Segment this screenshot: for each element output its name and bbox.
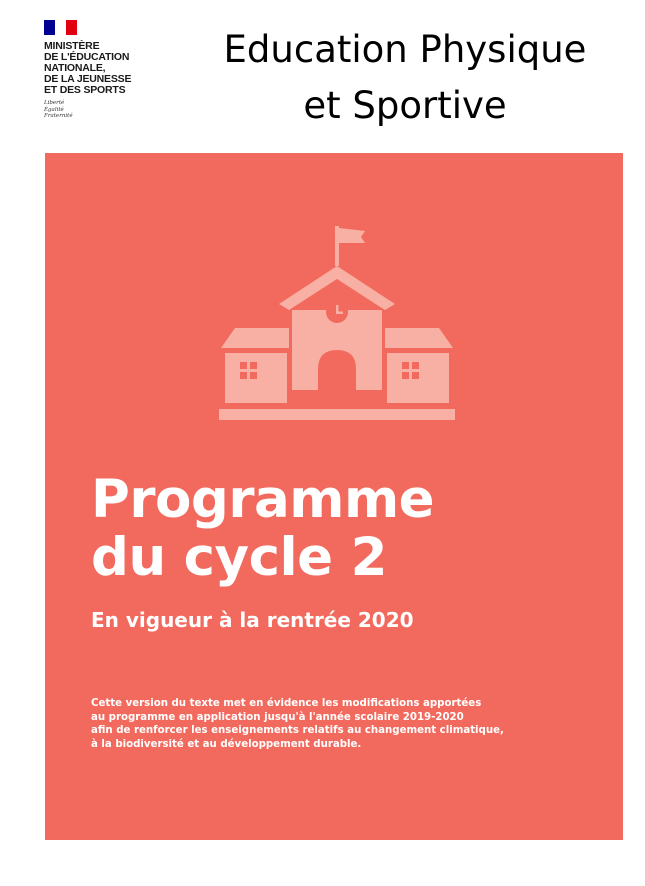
flag-blue-stripe: [44, 20, 55, 35]
motto-line: Liberté: [44, 100, 65, 106]
page-title-line: Education Physique: [223, 28, 587, 71]
ministry-name-line: NATIONALE,: [44, 62, 106, 74]
cover-panel: [45, 153, 623, 840]
cover-description: [91, 697, 504, 751]
page-title-line: et Sportive: [303, 84, 507, 127]
cover-description-line: Cette version du texte met en évidence les modifications apportées: [91, 698, 482, 709]
cover-description-line: afin de renforcer les enseignements relatifs au changement climatique,: [91, 725, 504, 736]
cover-title-line: du cycle 2: [91, 527, 387, 588]
motto-line: Fraternité: [44, 113, 73, 119]
ministry-name-line: MINISTÈRE: [44, 40, 100, 52]
ministry-logo: [44, 20, 164, 135]
motto-line: Égalité: [44, 106, 64, 113]
ministry-name: [44, 41, 164, 96]
flag-white-stripe: [55, 20, 66, 35]
school-building-icon: [219, 226, 455, 422]
cover-title: [91, 471, 434, 587]
french-flag-icon: [44, 20, 77, 35]
ministry-name-line: DE LA JEUNESSE: [44, 73, 132, 85]
page-title: [200, 22, 610, 134]
ministry-name-line: DE L'ÉDUCATION: [44, 51, 130, 63]
cover-subtitle: En vigueur à la rentrée 2020: [91, 608, 414, 632]
cover-description-line: à la biodiversité et au développement durable.: [91, 738, 362, 750]
flag-red-stripe: [66, 20, 77, 35]
cover-title-line: Programme: [91, 469, 435, 530]
republic-motto: [44, 100, 164, 120]
ministry-name-line: ET DES SPORTS: [44, 84, 126, 96]
cover-description-line: au programme en application jusqu'à l'année scolaire 2019-2020: [91, 711, 464, 723]
